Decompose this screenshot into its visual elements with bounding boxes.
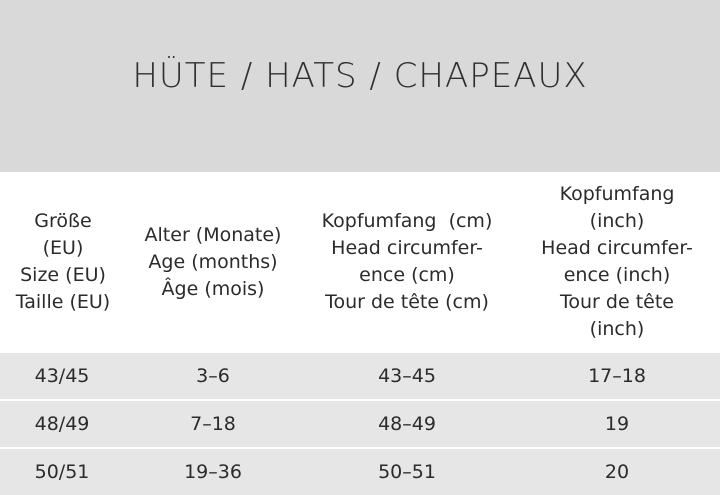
header-head-inch-line: (inch) xyxy=(589,210,645,232)
header-age-line: Alter (Monate) xyxy=(144,223,282,246)
table-header-row xyxy=(0,172,720,352)
table-row xyxy=(0,401,720,447)
header-head-inch xyxy=(514,172,720,352)
cell-head-cm: 43–45 xyxy=(378,365,436,387)
header-size-line: (EU) xyxy=(42,237,84,259)
header-head-cm-line: Tour de tête (cm) xyxy=(325,291,489,313)
cell-head-cm: 50–51 xyxy=(378,461,436,483)
header-head-cm xyxy=(300,172,514,352)
title-band xyxy=(0,0,720,172)
cell-age: 19–36 xyxy=(184,461,242,483)
cell-age: 7–18 xyxy=(190,413,236,435)
header-head-cm-line: Head circumfer- xyxy=(331,237,483,259)
cell-head-inch: 20 xyxy=(604,461,630,483)
cell-head-cm: 48–49 xyxy=(378,413,436,435)
table-row xyxy=(0,449,720,495)
cell-size: 43/45 xyxy=(34,365,90,387)
header-head-inch-line: Kopfumfang xyxy=(559,183,675,205)
cell-size: 50/51 xyxy=(34,461,90,483)
header-age xyxy=(126,172,300,352)
cell-head-inch: 19 xyxy=(604,413,630,435)
header-age-line: Age (months) xyxy=(148,250,278,273)
header-head-inch-line: Head circumfer- xyxy=(541,237,693,259)
header-size-line: Größe xyxy=(34,210,92,232)
cell-head-inch: 17–18 xyxy=(588,365,646,387)
header-size-line: Taille (EU) xyxy=(15,291,111,313)
header-head-inch-line: ence (inch) xyxy=(563,264,671,286)
page-title: HÜTE / HATS / CHAPEAUX xyxy=(132,56,588,96)
cell-size: 48/49 xyxy=(34,413,90,435)
table-row xyxy=(0,353,720,399)
cell-age: 3–6 xyxy=(196,365,230,387)
header-size-line: Size (EU) xyxy=(20,264,106,286)
header-size xyxy=(0,172,126,352)
header-head-cm-line: Kopfumfang (cm) xyxy=(321,210,493,232)
header-age-line: Âge (mois) xyxy=(161,277,265,300)
header-head-inch-line: (inch) xyxy=(589,318,645,340)
header-head-cm-line: ence (cm) xyxy=(359,264,455,286)
header-head-inch-line: Tour de tête xyxy=(560,291,674,313)
